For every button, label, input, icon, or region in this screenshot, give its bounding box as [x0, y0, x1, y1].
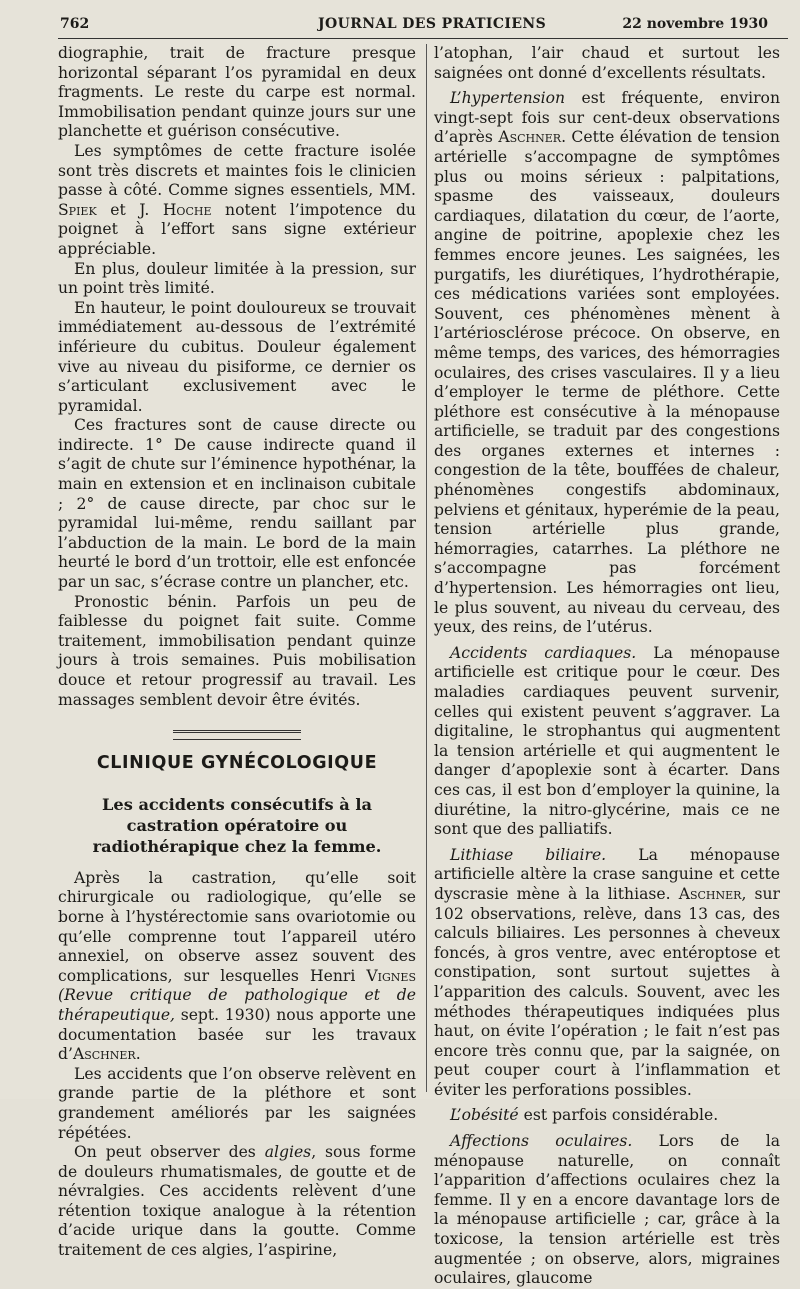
column-divider — [426, 44, 427, 1092]
paragraph: l’atophan, l’air chaud et surtout les saignées ont donné d’excellents résultats. — [434, 44, 780, 82]
paragraph: L’hypertension est fréquente, environ vingt-sept fois sur cent-deux observations d’après Aschner. Cette élévation de tension artérielle s’accompagne de symptômes plus ou moins sérieux : palpitations, spasme des vaisseaux, douleurs cardiaques, dilatation du cœur, de l’aorte, angine de poitrine, apoplexie chez les femmes encore jeunes. Les saignées, les purgatifs, les diurétiques, l’hydrothérapie, ces médications variées sont employées. Souvent, ces phénomènes mènent à l’artériosclérose précoce. On observe, en même temps, des varices, des hémorragies oculaires, des crises vasculaires. Il y a lieu d’employer le terme de pléthore. Cette pléthore est consécutive à la ménopause artificielle, se traduit par des congestions des organes externes et internes : congestion de la tête, bouffées de chaleur, phénomènes congestifs abdominaux, pelviens et génitaux, hyperémie de la peau, tension artérielle plus grande, hémorragies, catarrhes. La pléthore ne s’accompagne pas forcément d’hypertension. Les hémorragies ont lieu, le plus souvent, au niveau du cerveau, des yeux, des reins, de l’utérus. — [434, 89, 780, 637]
paragraph: Ces fractures sont de cause directe ou indirecte. 1° De cause indirecte quand il s’agit de chute sur l’éminence hypothénar, la main en extension et en inclinaison cubitale ; 2° de cause directe, par choc sur le pyramidal lui-même, rendu saillant par l’abduction de la main. Le bord de la main heurté le bord d’un trottoir, elle est enfoncée par un sac, s’écrase contre un plancher, etc. — [58, 416, 416, 592]
paragraph: Les symptômes de cette fracture isolée sont très discrets et maintes fois le clinicien passe à côté. Comme signes essentiels, MM. Spiek et J. Hoche notent l’impotence du poignet à l’effort sans signe extérieur appréciable. — [58, 141, 416, 258]
author-name: Aschner — [72, 1045, 136, 1064]
subheading: Accidents cardiaques. — [450, 643, 637, 662]
author-name: Spiek — [58, 200, 97, 219]
author-name: Aschner — [498, 128, 562, 147]
subheading: L’hypertension — [450, 89, 566, 108]
paragraph: Lithiase biliaire. La ménopause artificielle altère la crase sanguine et cette dyscrasie mène à la lithiase. Aschner, sur 102 observations, relève, dans 13 cas, des calculs biliaires. Les personnes à cheveux foncés, à gros ventre, avec entéroptose et constipation, sont surtout sujettes à l’apparition des calculs. Souvent, avec les méthodes thérapeutiques indiquées plus haut, on évite l’opération ; le fait n’est pas encore très connu que, par la saignée, on peut couper court à l’inflammation et éviter les perforations possibles. — [434, 845, 781, 1099]
right-column — [434, 44, 780, 1289]
article-title: Les accidents consécutifs à la castration opératoire ou radiothérapique chez la femme. — [92, 794, 382, 856]
issue-date: 22 novembre 1930 — [622, 16, 768, 32]
paragraph: Les accidents que l’on observe relèvent en grande partie de la pléthore et sont grandement améliorés par les saignées répétées. — [58, 1064, 416, 1142]
emphasis: algies — [264, 1143, 312, 1162]
paragraph: Pronostic bénin. Parfois un peu de faiblesse du poignet fait suite. Comme traitement, immobilisation pendant quinze jours à trois semaines. Puis mobilisation douce et retour progressif au travail. Les massages semblent devoir être évités. — [58, 592, 416, 709]
journal-title: JOURNAL DES PRATICIENS — [318, 16, 547, 32]
paragraph: Accidents cardiaques. La ménopause artificielle est critique pour le cœur. Des maladies cardiaques peuvent survenir, celles qui existent peuvent s’aggraver. La digitaline, le strophantus qui augmentent la tension artérielle et qui augmentent le danger d’apoplexie sont à écarter. Dans ces cas, il est bon d’employer la quinine, la diurétine, la nitro-glycérine, mais ce ne sont que des palliatifs. — [434, 643, 780, 839]
paragraph: On peut observer des algies, sous forme de douleurs rhumatismales, de goutte et de névralgies. Ces accidents relèvent d’une rétention toxique analogue à la rétention d’acide urique dans la goutte. Comme traitement de ces algies, l’aspirine, — [58, 1143, 417, 1260]
page-number: 762 — [60, 16, 90, 32]
left-column — [58, 44, 416, 1261]
subheading: L’obésité — [450, 1106, 519, 1125]
paragraph: En hauteur, le point douloureux se trouvait immédiatement au-dessous de l’extrémité inférieure du cubitus. Douleur également vive au niveau du pisiforme, ce dernier os s’articulant exclusivement avec le pyramidal. — [58, 298, 416, 415]
author-name: Aschner — [678, 884, 742, 903]
header-rule — [58, 38, 788, 39]
author-name: Vignes — [366, 966, 416, 985]
paragraph: Affections oculaires. Lors de la ménopause naturelle, on connaît l’apparition d’affections oculaires chez la femme. Il y en a encore davantage lors de la ménopause artificielle ; car, grâce à la toxicose, la tension artérielle est très augmentée ; on observe, alors, migraines oculaires, glaucome — [434, 1132, 780, 1288]
paragraph: L’obésité est parfois considérable. — [450, 1106, 719, 1125]
subheading: Lithiase biliaire. — [450, 845, 607, 864]
author-name: Hoche — [162, 200, 212, 219]
paragraph: diographie, trait de fracture presque horizontal séparant l’os pyramidal en deux fragments. Le reste du carpe est normal. Immobilisation pendant quinze jours sur une planchette et guérison consécutive. — [58, 44, 416, 141]
subheading: Affections oculaires. — [450, 1132, 633, 1151]
journal-reference: (Revue critique de pathologique et de thérapeutique, — [58, 986, 416, 1024]
section-title: CLINIQUE GYNÉCOLOGIQUE — [96, 753, 378, 774]
paragraph: Après la castration, qu’elle soit chirurgicale ou radiologique, qu’elle se borne à l’hystérectomie sans ovariotomie ou qu’elle comprenne tout l’appareil utéro annexiel, on observe assez souvent des complications, sur lesquelles Henri Vignes (Revue critique de pathologique et de thérapeutique, sept. 1930) nous apporte une documentation basée sur les travaux d’Aschner. — [58, 868, 416, 1064]
section-separator — [173, 730, 301, 740]
running-header — [60, 14, 788, 36]
paragraph: En plus, douleur limitée à la pression, sur un point très limité. — [58, 259, 416, 298]
